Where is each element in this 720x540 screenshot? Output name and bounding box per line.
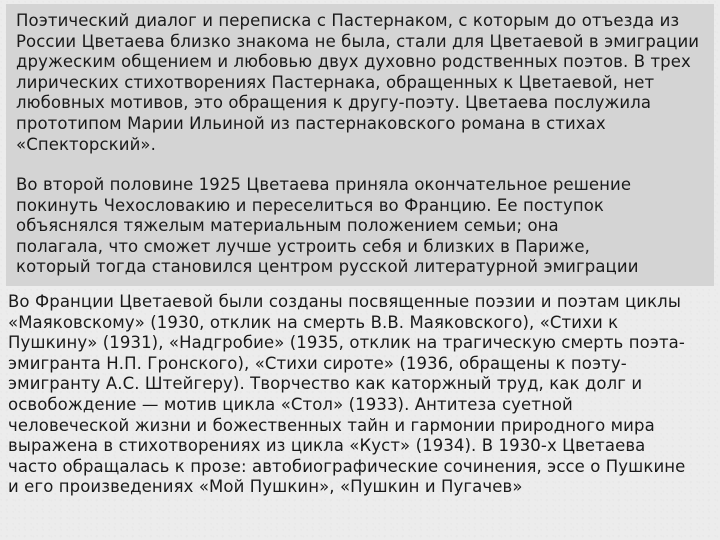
text-line: Во Франции Цветаевой были созданы посвященные поэзии и поэтам циклы [8,292,681,311]
text-line: России Цветаева близко знакома не была, стали для Цветаевой в эмиграции [16,31,700,51]
text-line: освобождение — мотив цикла «Стол» (1933). Антитеза суетной [8,394,573,414]
paragraph-france-works [8,292,704,498]
text-line: любовных мотивов, это обращения к другу-поэту. Цветаева послужила [16,93,652,113]
text-block-pasternak [6,4,714,172]
text-line: «Спекторский». [16,134,156,154]
text-block-france-works [6,292,714,540]
text-line: и его произведениях «Мой Пушкин», «Пушкин и Пугачев» [8,477,523,497]
text-line: покинуть Чехословакию и переселиться во Францию. Ее поступок [16,195,604,215]
text-line: выражена в стихотворениях из цикла «Куст» (1934). В 1930-х Цветаева [8,436,646,456]
text-line: прототипом Марии Ильиной из пастернаковского романа в стихах [16,113,606,133]
text-line: человеческой жизни и божественных тайн и гармонии природного мира [8,415,655,435]
text-block-emigration-france [6,172,714,286]
text-line: «Маяковскому» (1930, отклик на смерть В.В. Маяковского), «Стихи к [8,312,619,332]
text-line: лирических стихотворениях Пастернака, обращенных к Цветаевой, нет [16,72,655,92]
text-line: объяснялся тяжелым материальным положением семьи; она [16,216,559,236]
paragraph-emigration [16,175,704,278]
text-line: часто обращалась к прозе: автобиографические сочинения, эссе о Пушкине [8,456,686,476]
text-line: дружеским общением и любовью двух духовно родственных поэтов. В трех [16,52,691,72]
text-line: полагала, что сможет лучше устроить себя и близких в Париже, [16,236,590,256]
paragraph-pasternak [16,11,704,155]
text-line: Во второй половине 1925 Цветаева приняла окончательное решение [16,175,632,194]
text-line: Поэтический диалог и переписка с Пастернаком, с которым до отъезда из [16,11,680,30]
text-line: эмигранту А.С. Штейгеру). Творчество как каторжный труд, как долг и [8,374,643,394]
text-line: Пушкину» (1931), «Надгробие» (1935, отклик на трагическую смерть поэта- [8,333,685,353]
text-line: который тогда становился центром русской литературной эмиграции [16,257,639,277]
text-line: эмигранта Н.П. Гронского), «Стихи сироте» (1936, обращены к поэту- [8,353,627,373]
